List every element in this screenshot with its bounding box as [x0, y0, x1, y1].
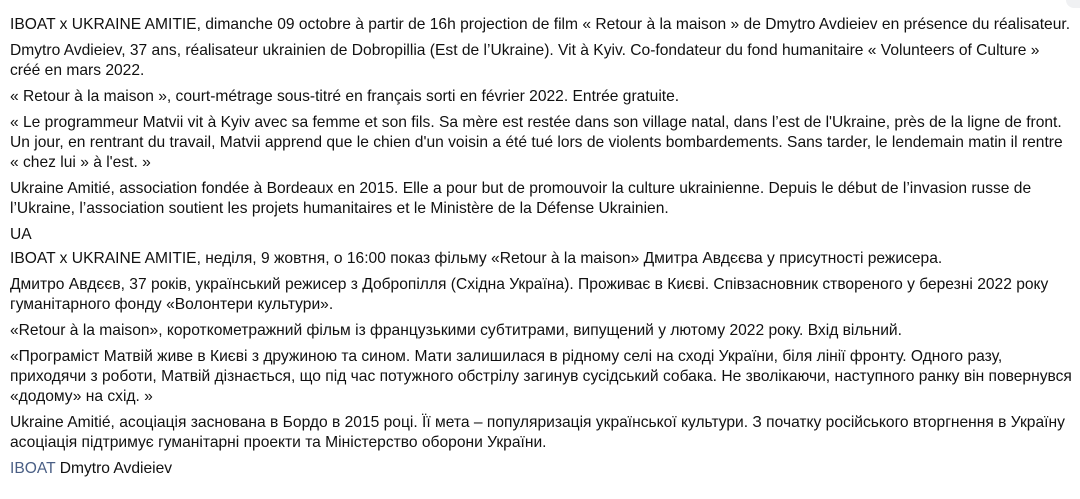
ua-association-info: Ukraine Amitié, асоціація заснована в Бордо в 2015 році. Її мета – популяризація української культури. З початку російського вторгнення в Україну асоціація підтримує гуманітарні проекти та Міністерство оборони України. [10, 414, 1065, 451]
ua-announcement: IBOAT x UKRAINE AMITIE, неділя, 9 жовтня, о 16:00 показ фільму «Retour à la maison» Дмитра Авдєєва у присутності режисера. [10, 250, 943, 267]
ua-film-info: «Retour à la maison», короткометражний фільм із французькими субтитрами, випущений у лютому 2022 року. Вхід вільний. [10, 322, 902, 339]
ua-synopsis: «Програміст Матвій живе в Києві з дружиною та сином. Мати залишилася в рідному селі на сході України, біля лінії фронту. Одного разу, приходячи з роботи, Матвій дізнається, що під час потужного обстрілу загинув сусідський собака. Не зволікаючи, наступного ранку він повернувся «додому» на схід. » [10, 348, 1072, 405]
fr-film-info: « Retour à la maison », court-métrage sous-titré en français sorti en février 2022. Entrée gratuite. [10, 88, 680, 105]
language-marker: UA [10, 226, 32, 243]
tags-line [10, 459, 1072, 479]
fr-synopsis: « Le programmeur Matvii vit à Kyiv avec sa femme et son fils. Sa mère est restée dans son village natal, dans l’est de l'Ukraine, près de la ligne de front. Un jour, en rentrant du travail, Matvii apprend que le chien d'un voisin a été tué lors de violents bombardements. Sans tarder, le lendemain matin il rentre « chez lui » à l'est. » [10, 114, 1063, 171]
director-name-tag: Dmytro Avdieiev [59, 460, 173, 477]
post-text [10, 15, 1072, 479]
scroll-corner [1066, 0, 1080, 8]
fr-association-info: Ukraine Amitié, association fondée à Bordeaux en 2015. Elle a pour but de promouvoir la culture ukrainienne. Depuis le début de l’invasion russe de l’Ukraine, l’association soutient les projets humanitaires et le Ministère de la Défense Ukrainien. [10, 180, 1032, 217]
iboat-link[interactable]: IBOAT [10, 460, 56, 477]
fr-announcement: IBOAT x UKRAINE AMITIE, dimanche 09 octobre à partir de 16h projection de film « Retour à la maison » de Dmytro Avdieiev en présence du réalisateur. [10, 16, 1071, 33]
ua-director-bio: Дмитро Авдєєв, 37 років, український режисер з Добропілля (Східна Україна). Проживає в Києві. Співзасновник створеного у березні 2022 року гуманітарного фонду «Волонтери культури». [10, 276, 1049, 313]
fr-director-bio: Dmytro Avdieiev, 37 ans, réalisateur ukrainien de Dobropillia (Est de l’Ukraine). Vit à Kyiv. Co-fondateur du fond humanitaire « Volunteers of Culture » créé en mars 2022. [10, 42, 1040, 79]
